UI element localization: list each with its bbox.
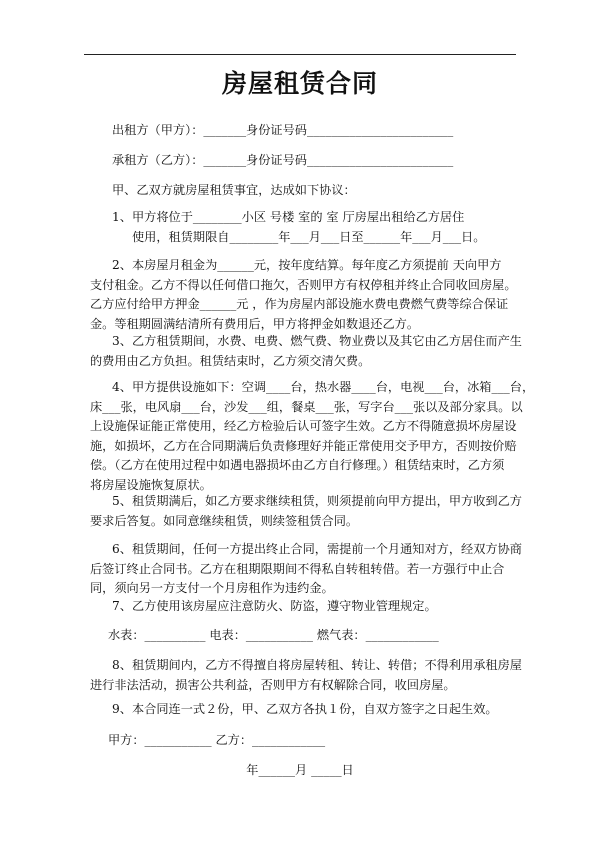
clause-5 bbox=[90, 492, 522, 531]
lessor-line: 出租方（甲方）：_______身份证号码________________________ bbox=[112, 123, 454, 137]
clause-8-line: 进行非法活动，损害公共利益，否则甲方有权解除合同，收回房屋。 bbox=[90, 677, 456, 692]
clause-6-line: 6、租赁期间，任何一方提出终止合同，需提前一个月通知对方，经双方协商 bbox=[112, 542, 522, 556]
clause-6 bbox=[90, 540, 522, 599]
clause-4-line: 施，如损坏，乙方在合同期满后负责修理好并能正常使用交予甲方，否则按价赔 bbox=[90, 438, 517, 453]
clause-5-line: 5、租赁期满后，如乙方要求继续租赁，则须提前向甲方提出，甲方收到乙方 bbox=[112, 494, 522, 508]
clause-2-line: 支付租金。乙方不得以任何借口拖欠，否则甲方有权停租并终止合同收回房屋。 bbox=[90, 277, 517, 292]
clause-6-line: 后签订终止合同书。乙方在租期限期间不得私自转租转借。若一方强行中止合 bbox=[90, 561, 505, 576]
clause-4-line: 偿。（乙方在使用过程中如遇电器损坏由乙方自行修理。）租赁结束时，乙方须 bbox=[90, 458, 505, 472]
clause-2-line: 乙方应付给甲方押金______元 ，作为房屋内部设施水费电费燃气费等综合保证 bbox=[90, 297, 509, 311]
clause-1 bbox=[112, 208, 522, 247]
clause-4 bbox=[90, 378, 535, 495]
clause-6-line: 同，须向另一方支付一个月房租作为违约金。 bbox=[90, 581, 334, 595]
clause-8-line: 8、租赁期间内，乙方不得擅自将房屋转租、转让、转借；不得利用承租房屋 bbox=[112, 658, 522, 672]
clause-1-line: 使用，租赁期限自________年___月___日至______年___月___日。 bbox=[132, 229, 486, 244]
clause-4-line: 床___张，电风扇___台，沙发___组，餐桌___张，写字台___张以及部分家具。以 bbox=[90, 399, 523, 414]
top-rule bbox=[84, 54, 516, 55]
clause-4-line: 上设施保证能正常使用，经乙方检验后认可签字生效。乙方不得随意损坏房屋设 bbox=[90, 419, 517, 433]
clause-1-line: 1、甲方将位于________小区 号楼 室的 室 厅房屋出租给乙方居住 bbox=[112, 210, 465, 224]
document-title: 房屋租赁合同 bbox=[221, 69, 378, 98]
clause-4-line: 将房屋设施恢复原状。 bbox=[90, 477, 212, 492]
clause-2 bbox=[90, 256, 522, 334]
date-line: 年______月 _____日 bbox=[246, 763, 354, 777]
clause-3-line: 3、乙方租赁期间，水费、电费、燃气费、物业费以及其它由乙方居住而产生 bbox=[112, 334, 522, 348]
clause-4-line: 4、甲方提供设施如下：空调____台，热水器____台，电视___台，冰箱___台， bbox=[112, 380, 535, 394]
signature-line: 甲方：___________ 乙方：____________ bbox=[108, 733, 326, 747]
lessee-line: 承租方（乙方）：_______身份证号码________________________ bbox=[112, 153, 454, 167]
meter-readings: 水表：__________ 电表：___________ 燃气表：____________ bbox=[108, 628, 439, 642]
clause-2-line: 金。等租期圆满结清所有费用后，甲方将押金如数退还乙方。 bbox=[90, 316, 420, 331]
clause-3-line: 的费用由乙方负担。租赁结束时，乙方须交清欠费。 bbox=[90, 353, 371, 368]
clause-8 bbox=[90, 656, 522, 695]
clause-3 bbox=[90, 332, 522, 371]
clause-5-line: 要求后答复。如同意继续租赁，则续签租赁合同。 bbox=[90, 513, 359, 528]
clause-2-line: 2、本房屋月租金为______元，按年度结算。每年度乙方须提前 天向甲方 bbox=[112, 258, 502, 272]
intro-line: 甲、乙双方就房屋租赁事宜，达成如下协议： bbox=[112, 183, 356, 197]
clause-9: 9、本合同连一式２份，甲、乙双方各执１份，自双方签字之日起生效。 bbox=[112, 702, 498, 716]
clause-7: 7、乙方使用该房屋应注意防火、防盗，遵守物业管理规定。 bbox=[112, 599, 437, 613]
